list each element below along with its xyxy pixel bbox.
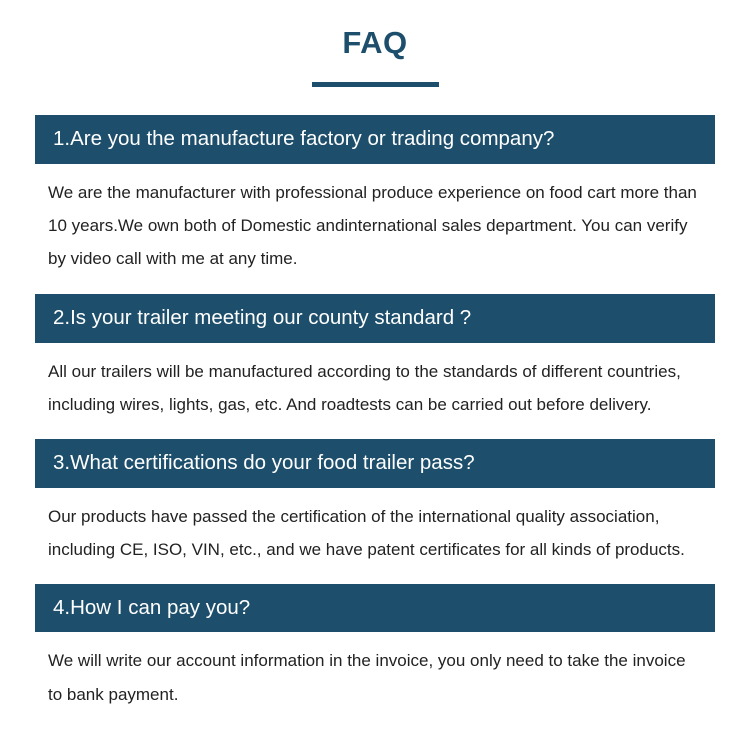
faq-answer xyxy=(0,164,750,281)
faq-item xyxy=(0,439,750,572)
faq-question[interactable]: 1.Are you the manufacture factory or trading company? xyxy=(35,115,715,164)
faq-answer xyxy=(0,488,750,572)
faq-answer-text: Our products have passed the certification of the international quality association, including CE, ISO, VIN, etc., and we have patent certificates for all kinds of products. xyxy=(48,506,685,559)
faq-answer-text: We are the manufacturer with professional produce experience on food cart more than 10 years.We own both of Domestic andinternational sales department. You can verify by video call with me at any time. xyxy=(48,182,697,268)
page-title: FAQ xyxy=(342,25,408,60)
faq-item xyxy=(0,294,750,427)
faq-item xyxy=(0,115,750,281)
faq-answer-text: All our trailers will be manufactured according to the standards of different countries, including wires, lights, gas, etc. And roadtests can be carried out before delivery. xyxy=(48,361,681,414)
title-underline-divider xyxy=(312,82,439,87)
faq-gap xyxy=(0,281,750,294)
faq-answer xyxy=(0,632,750,716)
faq-list xyxy=(0,115,750,717)
faq-item xyxy=(0,584,750,717)
faq-answer xyxy=(0,343,750,427)
faq-question[interactable]: 3.What certifications do your food trailer pass? xyxy=(35,439,715,488)
faq-answer-text: We will write our account information in the invoice, you only need to take the invoice to bank payment. xyxy=(48,651,686,704)
faq-gap xyxy=(0,572,750,584)
faq-gap xyxy=(0,427,750,439)
faq-question[interactable]: 4.How I can pay you? xyxy=(35,584,715,633)
faq-question[interactable]: 2.Is your trailer meeting our county standard ? xyxy=(35,294,715,343)
